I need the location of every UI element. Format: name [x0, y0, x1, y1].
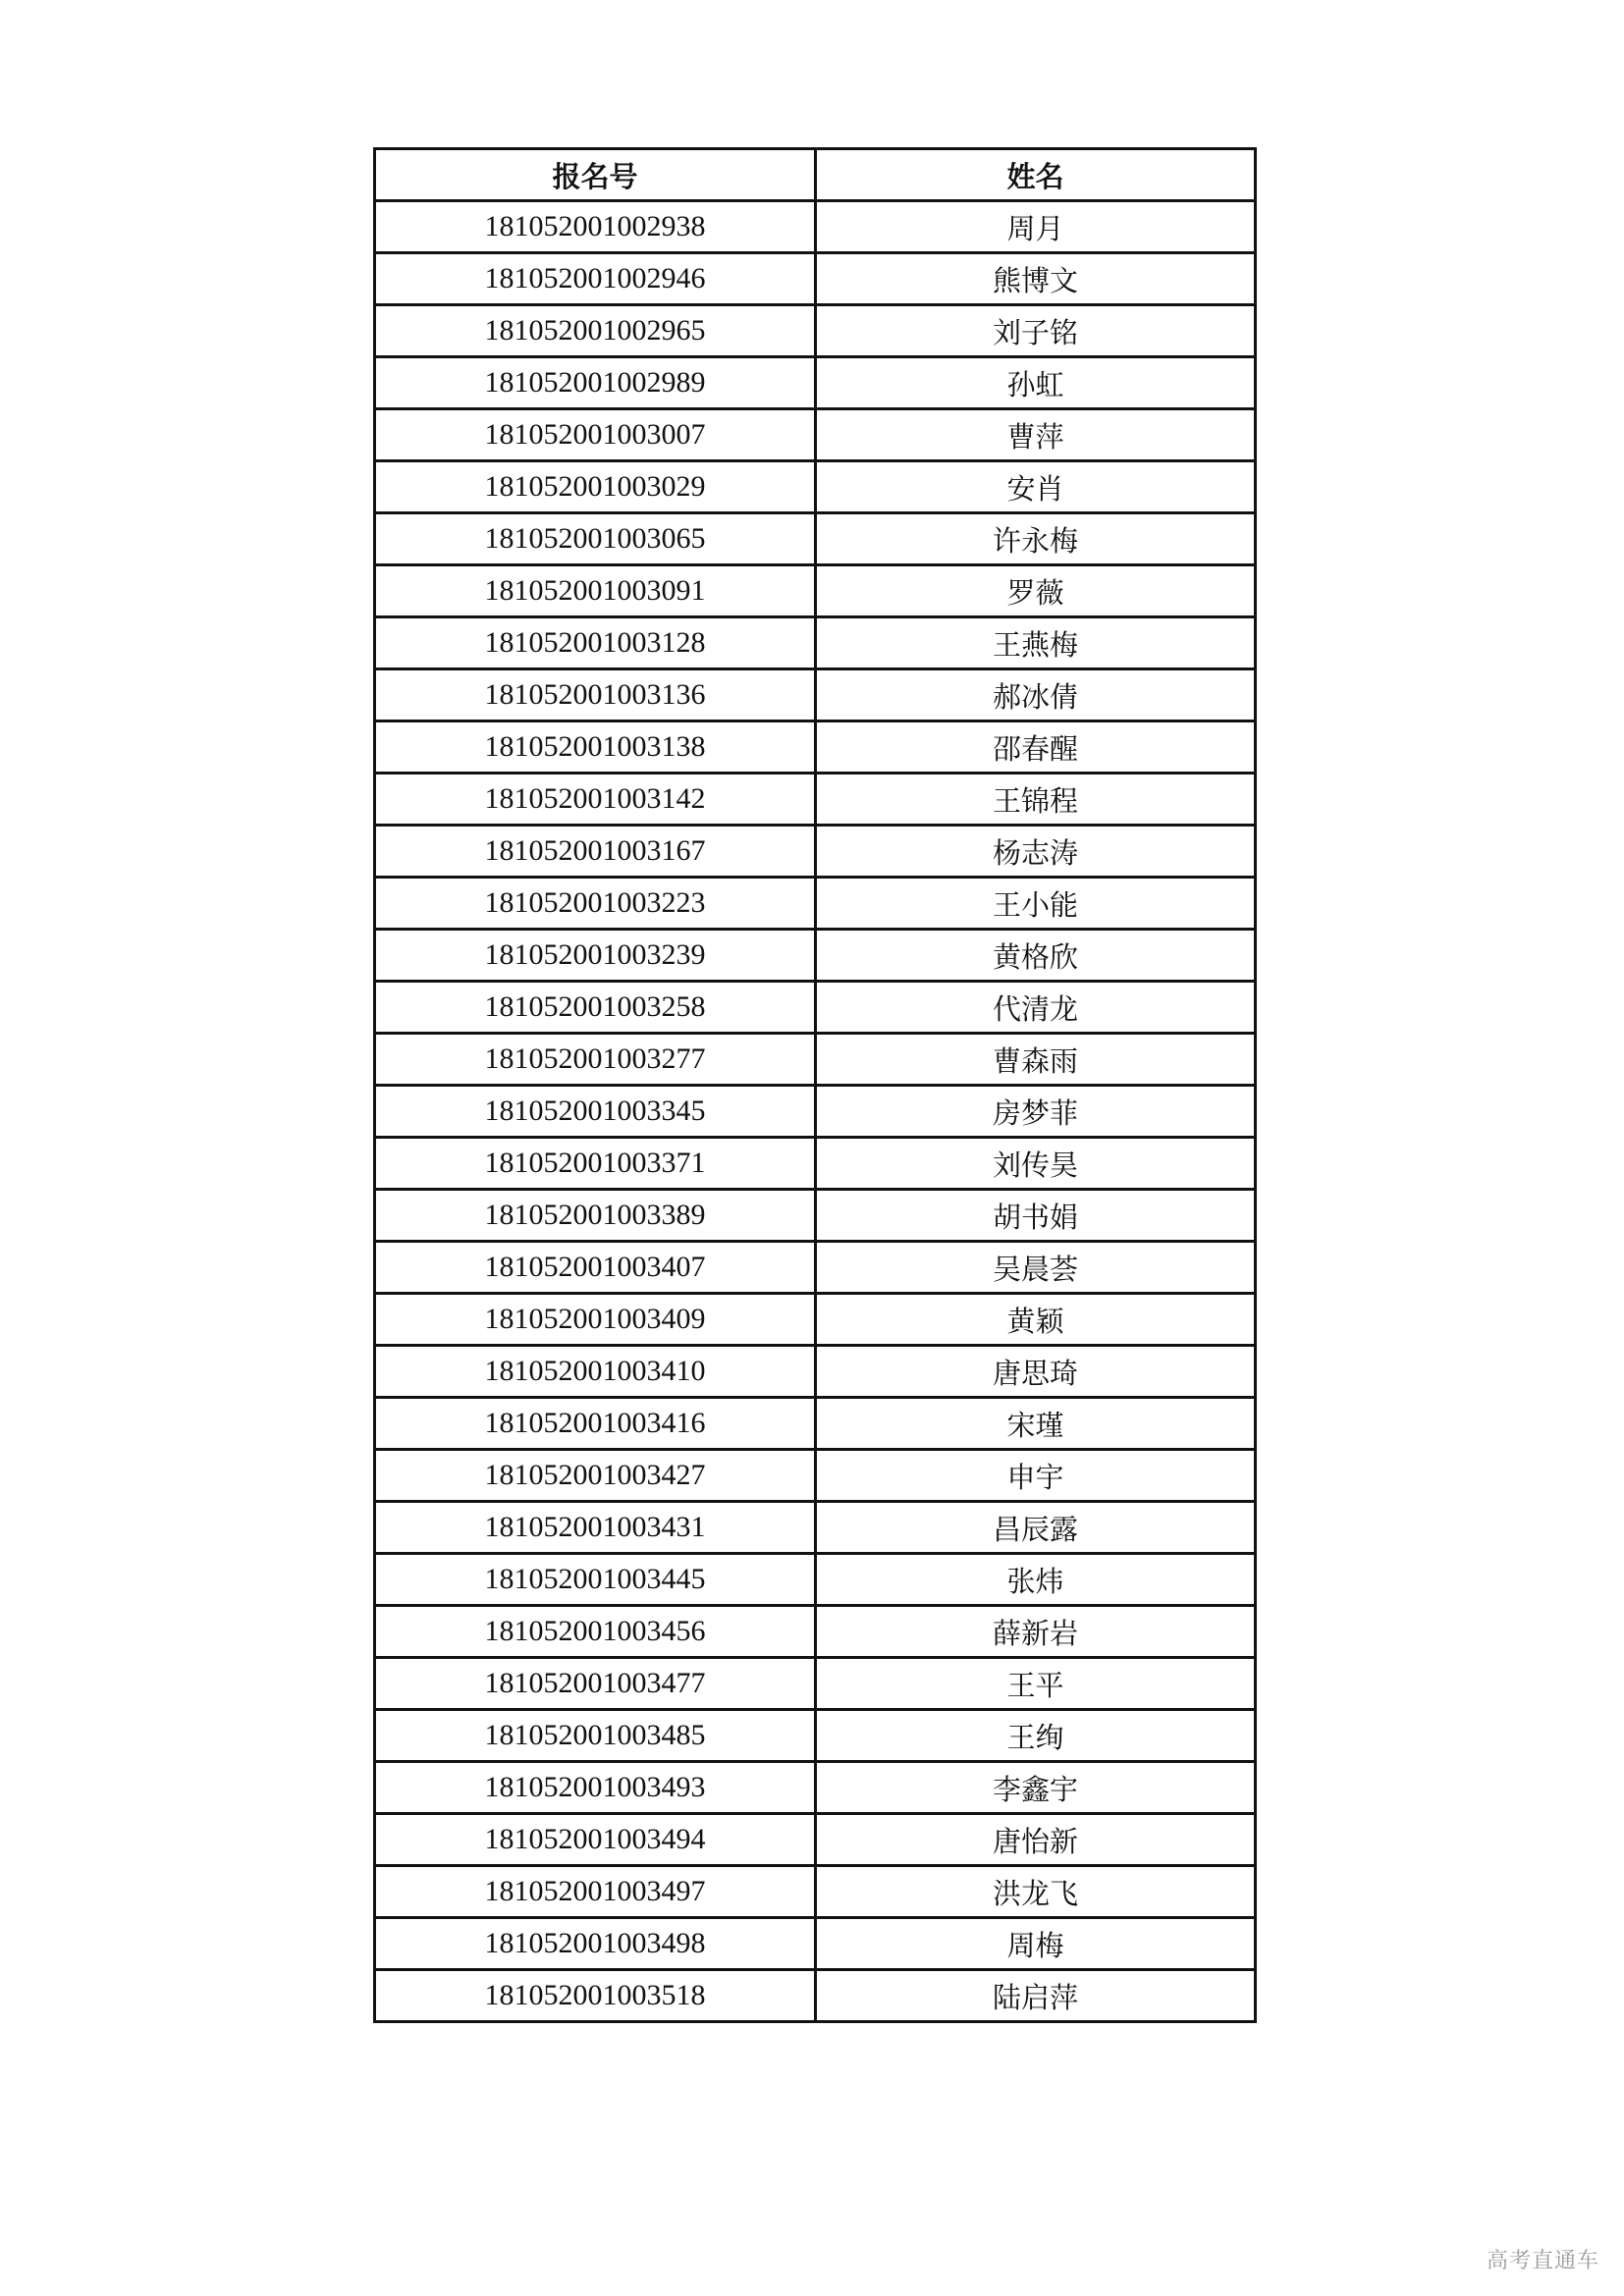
- registration-number-cell: 181052001003427: [375, 1450, 816, 1502]
- table-row: [375, 461, 1256, 513]
- table-row: [375, 357, 1256, 409]
- table-row: [375, 1034, 1256, 1086]
- name-cell: 黄颖: [815, 1294, 1255, 1346]
- table-row: [375, 1502, 1256, 1554]
- registration-number-cell: 181052001003277: [375, 1034, 816, 1086]
- table-row: [375, 1762, 1256, 1814]
- table-row: [375, 1086, 1256, 1138]
- registration-number-cell: 181052001003498: [375, 1918, 816, 1970]
- registration-number-cell: 181052001003389: [375, 1190, 816, 1242]
- name-cell: 吴晨荟: [815, 1242, 1255, 1294]
- table-row: [375, 1138, 1256, 1190]
- name-cell: 曹萍: [815, 409, 1255, 461]
- registration-number-cell: 181052001003136: [375, 669, 816, 721]
- header-registration-number: 报名号: [375, 149, 816, 201]
- registration-number-cell: 181052001003007: [375, 409, 816, 461]
- table-row: [375, 1710, 1256, 1762]
- name-cell: 杨志涛: [815, 826, 1255, 878]
- table-row: [375, 617, 1256, 669]
- name-cell: 王绚: [815, 1710, 1255, 1762]
- registration-number-cell: 181052001003239: [375, 930, 816, 982]
- table-row: [375, 565, 1256, 617]
- registration-number-cell: 181052001003065: [375, 513, 816, 565]
- name-cell: 昌辰露: [815, 1502, 1255, 1554]
- table-row: [375, 774, 1256, 826]
- registration-number-cell: 181052001002989: [375, 357, 816, 409]
- registration-number-cell: 181052001003494: [375, 1814, 816, 1866]
- name-cell: 李鑫宇: [815, 1762, 1255, 1814]
- registration-number-cell: 181052001003416: [375, 1398, 816, 1450]
- registration-number-cell: 181052001003409: [375, 1294, 816, 1346]
- table-row: [375, 1866, 1256, 1918]
- table-header-row: [375, 149, 1256, 201]
- name-cell: 张炜: [815, 1554, 1255, 1606]
- name-cell: 周月: [815, 201, 1255, 253]
- table-row: [375, 1814, 1256, 1866]
- registration-number-cell: 181052001003456: [375, 1606, 816, 1658]
- registration-number-cell: 181052001003167: [375, 826, 816, 878]
- name-cell: 安肖: [815, 461, 1255, 513]
- name-cell: 罗薇: [815, 565, 1255, 617]
- table-row: [375, 1970, 1256, 2022]
- table-row: [375, 1294, 1256, 1346]
- name-cell: 代清龙: [815, 982, 1255, 1034]
- registration-number-cell: 181052001002965: [375, 305, 816, 357]
- name-cell: 王平: [815, 1658, 1255, 1710]
- registration-number-cell: 181052001003485: [375, 1710, 816, 1762]
- name-cell: 郝冰倩: [815, 669, 1255, 721]
- table-row: [375, 305, 1256, 357]
- name-cell: 王燕梅: [815, 617, 1255, 669]
- table-row: [375, 1918, 1256, 1970]
- table-row: [375, 930, 1256, 982]
- name-cell: 王锦程: [815, 774, 1255, 826]
- table-row: [375, 1658, 1256, 1710]
- registration-number-cell: 181052001003142: [375, 774, 816, 826]
- table-row: [375, 1450, 1256, 1502]
- name-cell: 许永梅: [815, 513, 1255, 565]
- registration-number-cell: 181052001003138: [375, 721, 816, 774]
- name-cell: 房梦菲: [815, 1086, 1255, 1138]
- table-row: [375, 669, 1256, 721]
- table-row: [375, 513, 1256, 565]
- name-cell: 薛新岩: [815, 1606, 1255, 1658]
- registration-number-cell: 181052001003431: [375, 1502, 816, 1554]
- registration-number-cell: 181052001003258: [375, 982, 816, 1034]
- name-cell: 黄格欣: [815, 930, 1255, 982]
- name-cell: 熊博文: [815, 253, 1255, 305]
- registration-number-cell: 181052001003410: [375, 1346, 816, 1398]
- registration-number-cell: 181052001003029: [375, 461, 816, 513]
- name-cell: 刘传昊: [815, 1138, 1255, 1190]
- name-cell: 周梅: [815, 1918, 1255, 1970]
- registration-number-cell: 181052001003371: [375, 1138, 816, 1190]
- registration-number-cell: 181052001003223: [375, 878, 816, 930]
- table-row: [375, 982, 1256, 1034]
- name-cell: 邵春醒: [815, 721, 1255, 774]
- table-row: [375, 1554, 1256, 1606]
- registration-number-cell: 181052001003518: [375, 1970, 816, 2022]
- registration-number-cell: 181052001003445: [375, 1554, 816, 1606]
- registration-number-cell: 181052001003128: [375, 617, 816, 669]
- registration-number-cell: 181052001003407: [375, 1242, 816, 1294]
- registration-number-cell: 181052001003477: [375, 1658, 816, 1710]
- name-cell: 刘子铭: [815, 305, 1255, 357]
- name-cell: 孙虹: [815, 357, 1255, 409]
- registration-number-cell: 181052001003497: [375, 1866, 816, 1918]
- table-row: [375, 1242, 1256, 1294]
- name-cell: 曹森雨: [815, 1034, 1255, 1086]
- name-cell: 陆启萍: [815, 1970, 1255, 2022]
- name-cell: 唐怡新: [815, 1814, 1255, 1866]
- registration-number-cell: 181052001002946: [375, 253, 816, 305]
- name-cell: 宋瑾: [815, 1398, 1255, 1450]
- name-cell: 王小能: [815, 878, 1255, 930]
- table-row: [375, 1398, 1256, 1450]
- table-row: [375, 409, 1256, 461]
- table-row: [375, 1346, 1256, 1398]
- name-cell: 申宇: [815, 1450, 1255, 1502]
- table-row: [375, 1190, 1256, 1242]
- name-cell: 胡书娟: [815, 1190, 1255, 1242]
- table-row: [375, 826, 1256, 878]
- name-cell: 洪龙飞: [815, 1866, 1255, 1918]
- watermark: 高考直通车: [1487, 2249, 1600, 2273]
- registration-number-cell: 181052001003345: [375, 1086, 816, 1138]
- registration-number-cell: 181052001002938: [375, 201, 816, 253]
- registration-table: [373, 147, 1257, 2023]
- table-row: [375, 201, 1256, 253]
- table-row: [375, 253, 1256, 305]
- table-row: [375, 878, 1256, 930]
- table-row: [375, 1606, 1256, 1658]
- name-cell: 唐思琦: [815, 1346, 1255, 1398]
- header-name: 姓名: [815, 149, 1255, 201]
- table-row: [375, 721, 1256, 774]
- registration-number-cell: 181052001003091: [375, 565, 816, 617]
- registration-number-cell: 181052001003493: [375, 1762, 816, 1814]
